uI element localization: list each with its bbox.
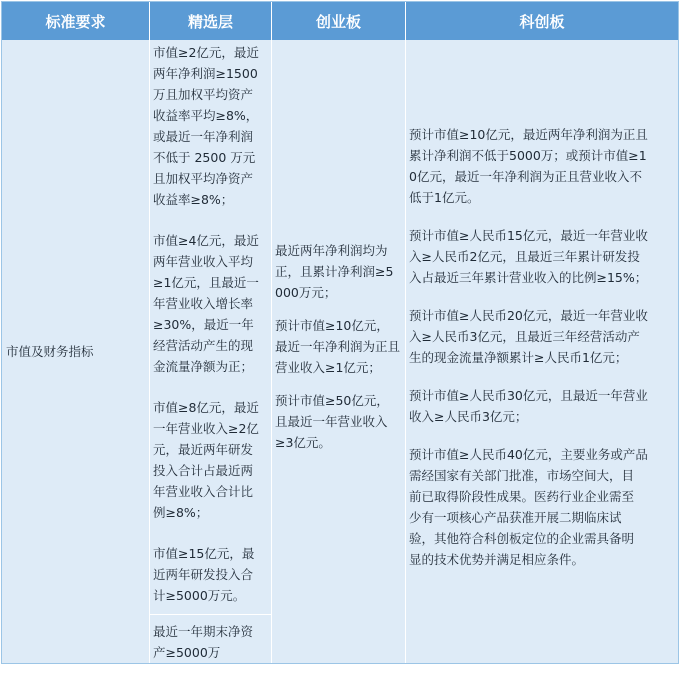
row-label-cell	[2, 40, 150, 663]
header-chuangye: 创业板	[272, 2, 406, 40]
jingxuan-criterion: 市值≥8亿元，最近 一年营业收入≥2亿 元，最近两年研发 投入合计占最近两 年营业收入合计比 例≥8%；	[153, 400, 259, 520]
kechuang-criterion: 预计市值≥人民币15亿元，最近一年营业收 入≥人民币2亿元，且最近三年累计研发投 入占最近三年累计营业收入的比例≥15%；	[409, 228, 648, 285]
header-kechuang: 科创板	[519, 12, 565, 31]
kechuang-criterion: 预计市值≥10亿元，最近两年净利润为正且 累计净利润不低于5000万；或预计市值≥1 0亿元，最近一年净利润为正且营业收入不 低于1亿元。	[409, 127, 648, 205]
jingxuan-criterion: 市值≥2亿元，最近 两年净利润≥1500 万且加权平均资产 收益率平均≥8%， 或最近一年净利润 不低于 2500 万元 且加权平均净资产 收益率≥8%；	[153, 45, 259, 207]
kechuang-criterion: 预计市值≥人民币40亿元，主要业务或产品 需经国家有关部门批准，市场空间大，目 前已取得阶段性成果。医药行业企业需至 少有一项核心产品获准开展二期临床试 验，其他符合科创板定位的企业需具备明 显的技术优势并满足相应条件。	[409, 447, 648, 567]
jingxuan-criterion: 最近一年期末净资 产≥5000万	[150, 614, 271, 663]
kechuang-criterion: 预计市值≥人民币30亿元，且最近一年营业 收入≥人民币3亿元；	[409, 388, 648, 424]
table-row	[2, 40, 678, 663]
table-header	[2, 2, 678, 40]
jingxuan-criterion: 市值≥15亿元，最 近两年研发投入合 计≥5000万元。	[153, 546, 255, 603]
header-jingxuan: 精选层	[150, 2, 272, 40]
kechuang-criterion: 预计市值≥人民币20亿元，最近一年营业收 入≥人民币3亿元，且最近三年经营活动产 生的现金流量净额累计≥人民币1亿元；	[409, 308, 648, 365]
chuangye-criterion: 预计市值≥50亿元， 且最近一年营业收入 ≥3亿元。	[275, 393, 389, 450]
chuangye-criterion: 最近两年净利润均为 正，且累计净利润≥5 000万元；	[275, 243, 394, 300]
chuangye-cell	[272, 40, 406, 663]
comparison-table	[1, 1, 679, 664]
row-label: 市值及财务指标	[6, 344, 94, 359]
kechuang-cell	[406, 40, 678, 663]
jingxuan-criterion: 市值≥4亿元，最近 两年营业收入平均 ≥1亿元，且最近一 年营业收入增长率 ≥30%，最近一年 经营活动产生的现 金流量净额为正；	[153, 233, 259, 374]
jingxuan-cell	[150, 40, 272, 663]
chuangye-criterion: 预计市值≥10亿元， 最近一年净利润为正且 营业收入≥1亿元；	[275, 318, 401, 375]
header-standard: 标准要求	[2, 2, 150, 40]
